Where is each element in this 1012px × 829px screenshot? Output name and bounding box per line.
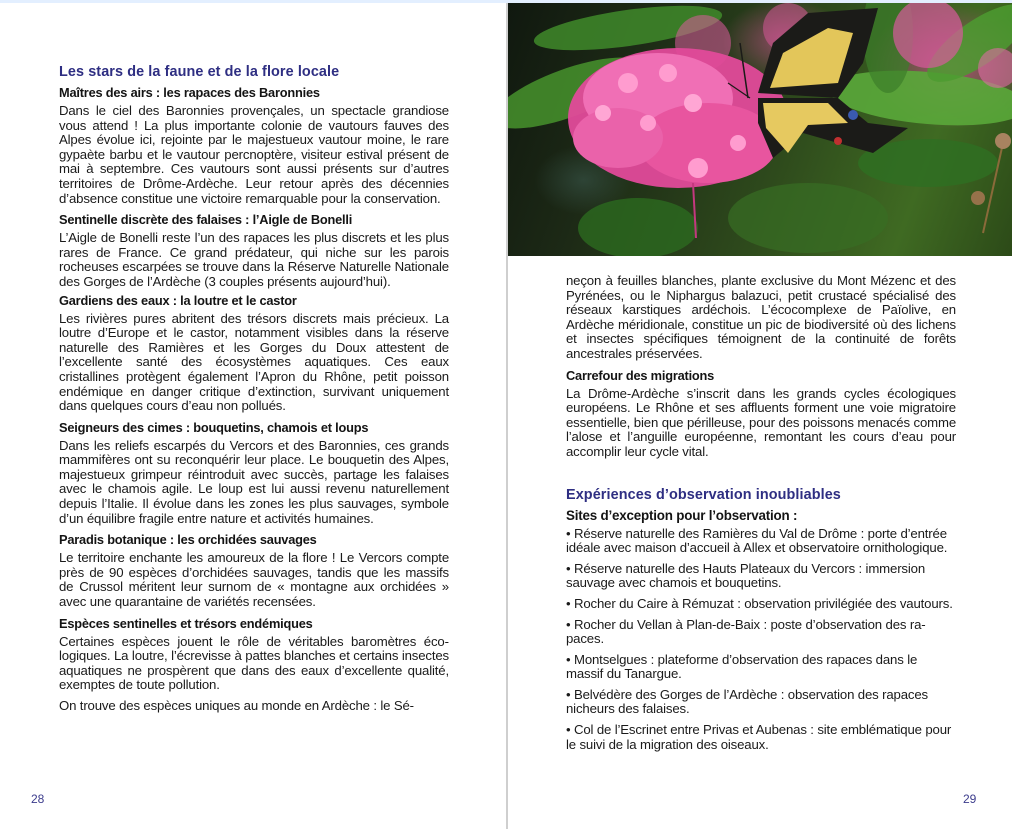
site-item: • Rocher du Caire à Rémuzat : observation privilégiée des vautours. <box>566 595 953 611</box>
site-item: • Belvédère des Gorges de l’Ardèche : observation des rapaces nicheurs des falaises. <box>566 686 928 717</box>
paragraph-orchidees: Le territoire enchante les amoureux de la flore ! Le Vercors compte près de 90 espèces d’orchidées sauvages, tandis que les massifs de Crussol méritent leur surnom de « montagne aux orchidées » avec une quarantaine de variétés recensées. <box>59 550 449 610</box>
photo-illustration <box>508 3 1012 256</box>
paragraph-especes-sentinelles: Certaines espèces jouent le rôle de véritables baromètres écologiques. La loutre, l’écrevisse à pattes blanches et certains insectes aquatiques ne prospèrent que dans des eaux d’excellente qualité, exemptes de toute pollution. <box>59 633 449 693</box>
butterfly-flower-photo <box>508 3 1012 256</box>
heading-aigle-bonelli: Sentinelle discrète des falaises : l’Aigle de Bonelli <box>59 212 353 228</box>
heading-especes-sentinelles: Espèces sentinelles et trésors endémiques <box>59 615 313 631</box>
leaf-shape <box>728 183 888 253</box>
heading-orchidees: Paradis botanique : les orchidées sauvages <box>59 532 317 548</box>
paragraph-especes-uniques: On trouve des espèces uniques au monde en Ardèche : le Sé- <box>59 698 414 713</box>
heading-loutre-castor: Gardiens des eaux : la loutre et le castor <box>59 292 297 308</box>
leaf-shape <box>578 198 698 256</box>
right-page-column <box>566 274 956 758</box>
heading-rapaces: Maîtres des airs : les rapaces des Baronnies <box>59 85 320 100</box>
paragraph-migrations: La Drôme-Ardèche s’inscrit dans les grands cycles écologiques européens. Le Rhône et ses affluents forment une voie migratoire essentielle, bien que périlleuse, pour des poissons menacés comme l’alose et l’anguille européenne, remontant les cours d’eau pour accomplir leur cycle vital. <box>566 385 956 459</box>
paragraph-continuation: neçon à feuilles blanches, plante exclusive du Mont Mézenc et des Pyrénées, ou le Niphargus balazuci, petit crustacé spécialisé des réseaux karstiques ardéchois. L’écocomplexe de Païolive, en Ardèche méridionale, constitue un pic de biodiversité où des lichens et insectes spécifiques témoignent de la continuité de forêts ancestrales préservées. <box>566 273 956 361</box>
section-title-faune-flore: Les stars de la faune et de la flore locale <box>59 64 340 80</box>
paragraph-seigneurs-cimes: Dans les reliefs escarpés du Vercors et des Baronnies, ces grands mammifères ont su reconquérir leur place. Le bouquetin des Alpes, majestueux grimpeur réintroduit avec succès, partage les falaises avec le chamois agile. Le loup est lui aussi revenu naturellement depuis l’Italie. Il évolue dans les zones les plus sauvages, symbole d’un équilibre fragile entre nature et activités humaines. <box>59 437 449 526</box>
heading-seigneurs-cimes: Seigneurs des cimes : bouquetins, chamois et loups <box>59 419 369 435</box>
heading-migrations: Carrefour des migrations <box>566 367 715 383</box>
page-number-left: 28 <box>31 792 45 806</box>
paragraph-rapaces: Dans le ciel des Baronnies provençales, un spectacle grandiose vous attend ! La plus importante colonie de vautours fauves des Alpes évolue ici, rejointe par le majestueux vautour moine, le rare gypaète barbu et le vautour percnoptère, visiteur estival présent de mai à septembre. Ces vautours sont aussi présents sur d’autres territoires de Drôme-Ardèche. Leur retour après des décennies d’absence constitue une victoire remarquable pour la conservation. <box>59 103 449 206</box>
page-number-right: 29 <box>963 792 977 806</box>
paragraph-loutre-castor: Les rivières pures abritent des trésors discrets mais précieux. La loutre d’Europe et le castor, notamment visibles dans la réserve naturelle des Ramières et les Gorges du Doux attestent de l’excellente santé des écosystèmes aquatiques. Ces eaux cristallines protègent également l’Apron du Rhône, petit poisson endémique en danger critique d’extinction, survivant uniquement dans quelques cours d’eau non pollués. <box>59 310 449 414</box>
heading-sites-exception: Sites d’exception pour l’observation : <box>566 507 798 523</box>
site-item: • Montselgues : plateforme d’observation des rapaces dans le massif du Tanargue. <box>566 651 918 682</box>
site-item: • Réserve naturelle des Ramières du Val de Drôme : porte d’entrée idéale avec maison d’accueil à Allex et observatoire ornithologique. <box>566 525 948 556</box>
paragraph-aigle-bonelli: L’Aigle de Bonelli reste l’un des rapaces les plus discrets et les plus rares de France. Ce grand prédateur, qui niche sur les parois rocheuses escarpées se trouve dans la Réserve Naturelle Nationale des Gorges de l’Ardèche (3 couples présents aujourd’hui). <box>59 230 449 289</box>
section-title-observation: Expériences d’observation inoubliables <box>566 486 841 503</box>
site-item: • Réserve naturelle des Hauts Plateaux du Vercors : immersion sauvage avec chamois et bouquetins. <box>566 560 926 591</box>
site-item: • Rocher du Vellan à Plan-de-Baix : poste d’observation des rapaces. <box>566 616 926 647</box>
site-item: • Col de l’Escrinet entre Privas et Aubenas : site emblématique pour le suivi de la migration des oiseaux. <box>566 722 952 752</box>
left-page-column <box>59 63 449 720</box>
